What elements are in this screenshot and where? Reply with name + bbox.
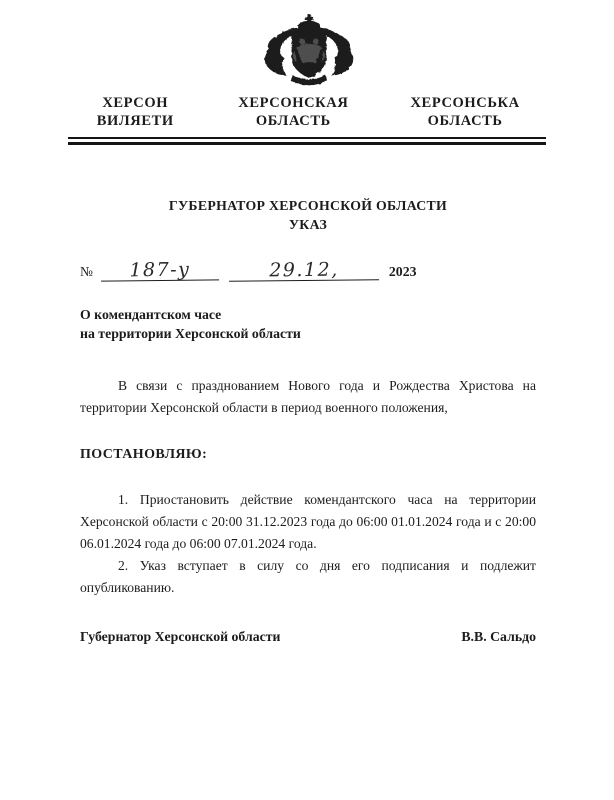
- number-and-date-line: [80, 258, 536, 281]
- org-name-russian: [211, 94, 375, 130]
- decree-item-1: 1. Приостановить действие комендантского часа на территории Херсонской области с 20:00 31.12.2023 года до 06:00 01.01.2024 года и с 20:00 06.01.2024 года до 06:00 07.01.2024 года.: [80, 492, 536, 552]
- org-name-russian-line2: ОБЛАСТЬ: [255, 113, 331, 130]
- decree-subject: [80, 305, 536, 344]
- preamble-paragraph: В связи с празднованием Нового года и Рождества Христова на территории Херсонской области в период военного положения,: [80, 378, 536, 416]
- org-name-uzbek-line1: ХЕРСОН: [102, 95, 169, 111]
- decree-number-handwritten: 187-у: [101, 260, 219, 281]
- signature-position: Губернатор Херсонской области: [80, 629, 281, 645]
- coat-of-arms-icon: [256, 14, 362, 90]
- coat-of-arms: [4, 14, 614, 90]
- header-rule: [68, 137, 546, 145]
- decree-item-2: 2. Указ вступает в силу со дня его подписания и подлежит опубликованию.: [80, 558, 536, 596]
- signature-name: В.В. Сальдо: [461, 629, 536, 645]
- org-name-ukrainian: [383, 94, 547, 130]
- document-title-issuer: ГУБЕРНАТОР ХЕРСОНСКОЙ ОБЛАСТИ: [168, 198, 448, 214]
- decree-year: 2023: [388, 263, 417, 279]
- number-sign: №: [80, 263, 93, 279]
- decree-subject-line1: О комендантском часе: [80, 306, 222, 322]
- org-name-ukrainian-line2: ОБЛАСТЬ: [427, 113, 503, 130]
- signature-row: [80, 629, 536, 645]
- document-title-type: УКАЗ: [288, 216, 328, 232]
- resolve-word: ПОСТАНОВЛЯЮ:: [80, 447, 208, 463]
- org-name-uzbek-line2: ВИЛЯЕТИ: [96, 113, 174, 130]
- org-name-uzbek: [67, 94, 203, 130]
- org-name-russian-line1: ХЕРСОНСКАЯ: [238, 95, 349, 111]
- letterhead: [0, 0, 614, 145]
- org-name-row: [67, 94, 547, 130]
- document-title: [80, 197, 536, 234]
- decree-subject-line2: на территории Херсонской области: [80, 325, 301, 341]
- org-name-ukrainian-line1: ХЕРСОНСЬКА: [410, 95, 520, 111]
- decree-date-handwritten: 29.12,: [229, 260, 379, 282]
- document-body: [78, 197, 536, 645]
